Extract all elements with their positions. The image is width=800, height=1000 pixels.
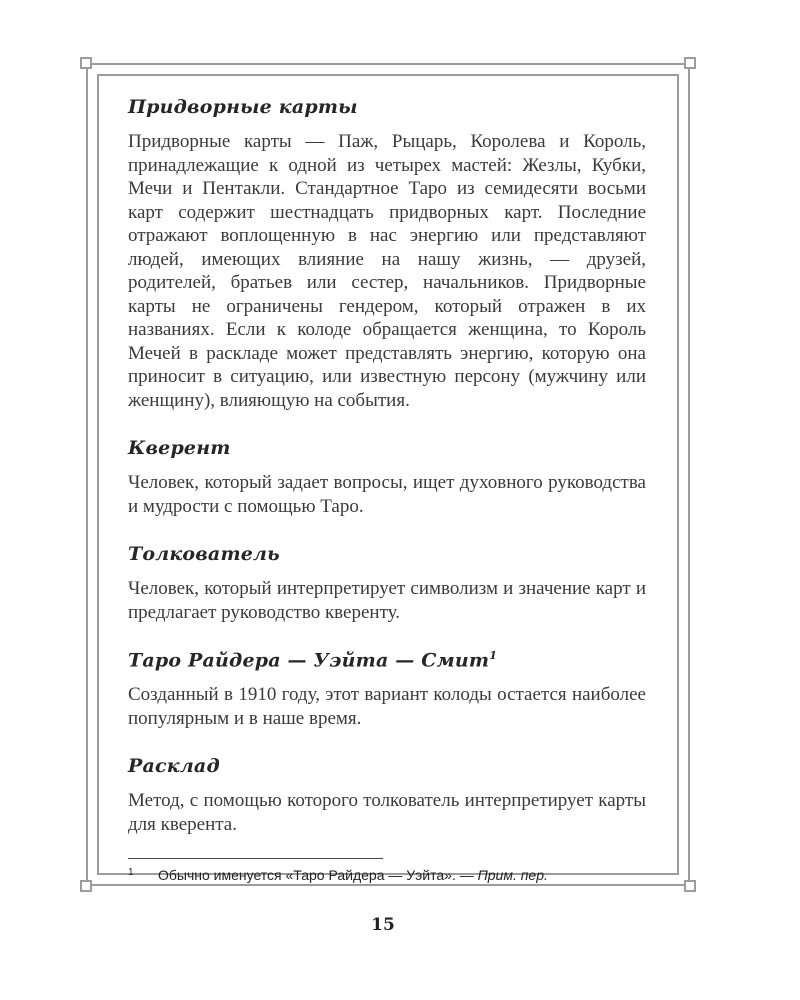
section-title-querent: Кверент xyxy=(128,437,231,459)
frame-corner-ornament xyxy=(684,880,696,892)
footnote-text: Обычно именуется «Таро Райдера — Уэйта». — xyxy=(158,867,478,884)
footnote-number: 1 xyxy=(128,867,134,879)
frame-corner-ornament xyxy=(684,57,696,69)
section-title-court-cards: Придворные карты xyxy=(128,96,358,118)
frame-corner-ornament xyxy=(80,880,92,892)
section-title-reader: Толкователь xyxy=(128,543,280,565)
section-text-spread: Метод, с помощью которого толкователь интерпретирует карты для кверента. xyxy=(128,790,646,835)
section-text-reader: Человек, который интерпретирует символизм и значение карт и предлагает руководство кверенту. xyxy=(128,578,646,623)
section-title-rws-tarot xyxy=(128,649,646,671)
footnote xyxy=(128,867,646,883)
footnote-divider xyxy=(128,858,383,859)
section-text-court-cards: Придворные карты — Паж, Рыцарь, Королева и Король, принадлежащие к одной из четырех мастей: Жезлы, Кубки, Мечи и Пентакли. Стандартное Таро из семидесяти восьми карт содержит шестнадцать придворных карт. Последние отражают воплощенную в нас энергию или представляют людей, имеющих влияние на нашу жизнь, — друзей, родителей, братьев или сестер, начальников. Придворные карты не ограничены гендером, который отражен в их названиях. Если к колоде обращается женщина, то Король Мечей в раскладе может представлять энергию, которую она приносит в ситуацию, или известную персону (мужчину или женщину), влияющую на события. xyxy=(128,131,646,411)
section-text-rws-tarot: Созданный в 1910 году, этот вариант колоды остается наиболее популярным и в наше время. xyxy=(128,684,646,729)
page-content xyxy=(128,96,646,883)
footnote-text-wrap xyxy=(158,867,548,883)
footnote-reference: 1 xyxy=(489,649,498,662)
section-text-querent: Человек, который задает вопросы, ищет духовного руководства и мудрости с помощью Таро. xyxy=(128,472,646,517)
section-title-spread: Расклад xyxy=(128,755,220,778)
frame-corner-ornament xyxy=(80,57,92,69)
footnote-translator-note: Прим. пер. xyxy=(477,867,548,884)
page-number: 15 xyxy=(371,915,395,935)
section-title-rws-text: Таро Райдера — Уэйта — Смит xyxy=(128,649,490,672)
